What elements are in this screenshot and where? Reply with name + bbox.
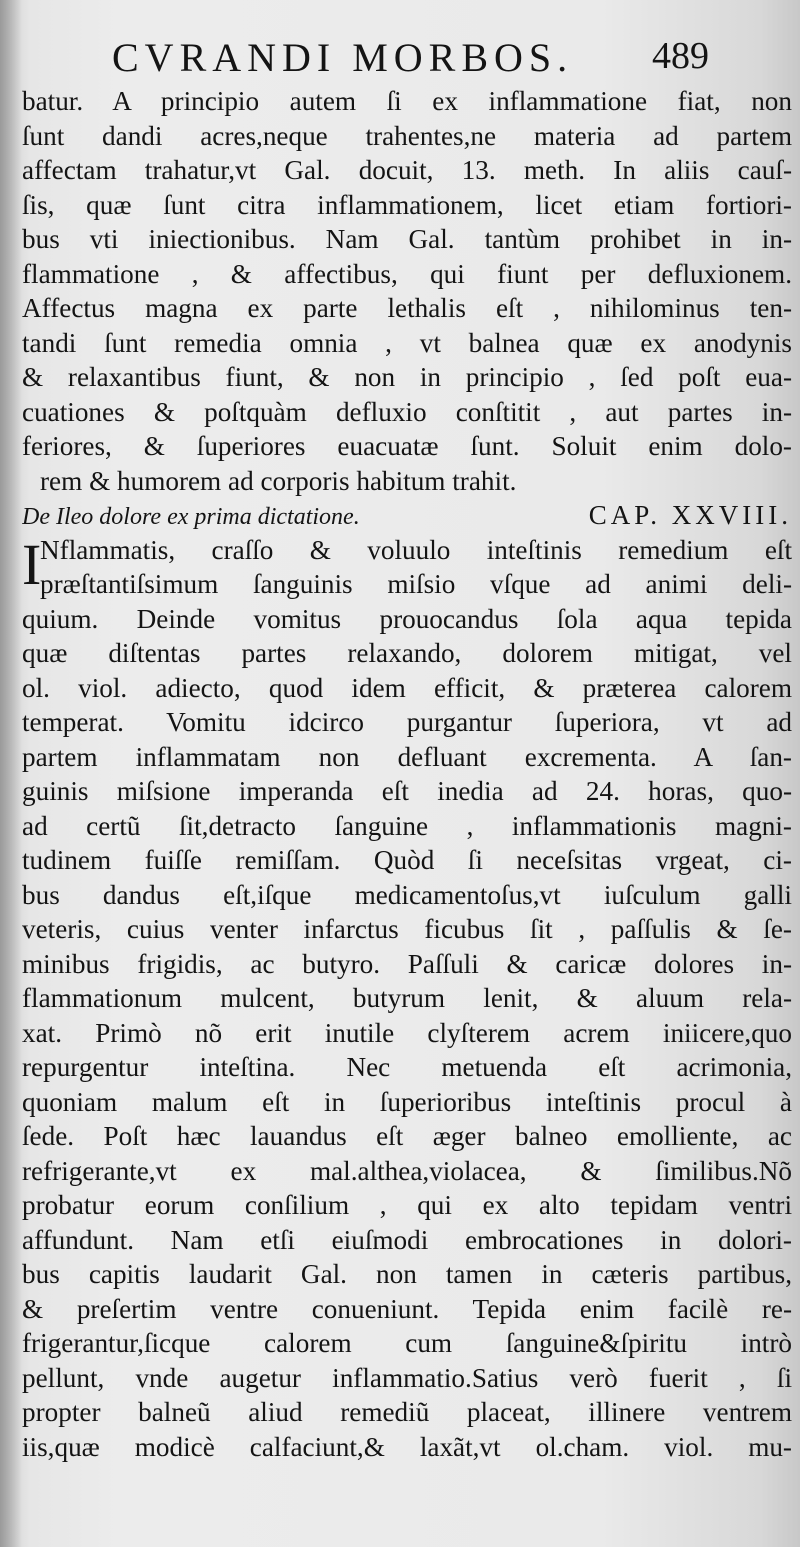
text-block [22, 84, 792, 1464]
text-line: Nflammatis, craſſo & voluulo inteſtinis remedium eſt [40, 534, 792, 565]
running-title: CVRANDI MORBOS. [112, 35, 574, 80]
text-line: xat. Primò nõ erit inutile clyſterem acrem iniicere,quo [22, 1017, 792, 1048]
text-line: rem & humorem ad corporis habitum trahit. [40, 465, 517, 496]
text-line: affundunt. Nam etſi eiuſmodi embrocationes in dolori- [22, 1224, 792, 1255]
text-line: refrigerante,vt ex mal.althea,violacea, & ſimilibus.Nõ [22, 1155, 792, 1186]
text-line: quium. Deinde vomitus prouocandus ſola aqua tepida [22, 603, 792, 634]
text-line: repurgentur inteſtina. Nec metuenda eſt acrimonia, [22, 1052, 792, 1082]
text-line: propter balneũ aliud remediũ placeat, illinere ventrem [22, 1397, 792, 1427]
text-line: ſis, quæ ſunt citra inflammationem, licet etiam fortiori- [22, 189, 792, 220]
text-line: frigerantur,ſicque calorem cum ſanguine&ſpiritu intrò [22, 1328, 792, 1358]
paragraph-2 [22, 533, 792, 1465]
text-line: iis,quæ modicè calfaciunt,& laxãt,vt ol.cham. viol. mu- [22, 1431, 792, 1462]
text-line: Affectus magna ex parte lethalis eſt , nihilominus ten- [22, 293, 792, 323]
text-line: ad certũ ſit,detracto ſanguine , inflammationis magni- [22, 810, 792, 841]
text-line: & preſertim ventre conueniunt. Tepida enim facilè re- [22, 1293, 792, 1324]
gutter-shadow [0, 0, 22, 1547]
text-line: quoniam malum eſt in ſuperioribus inteſtinis procul à [22, 1086, 792, 1117]
text-line: batur. A principio autem ſi ex inflammatione fiat, non [22, 86, 792, 116]
text-line: affectam trahatur,vt Gal. docuit, 13. meth. In aliis cauſ- [22, 155, 792, 185]
text-line: bus capitis laudarit Gal. non tamen in cæteris partibus, [22, 1259, 792, 1289]
text-line: flammatione , & affectibus, qui fiunt per defluxionem. [22, 258, 792, 289]
text-line: cuationes & poſtquàm defluxio conſtitit , aut partes in- [22, 396, 792, 427]
page-header [0, 30, 800, 80]
text-line: & relaxantibus fiunt, & non in principio , ſed poſt eua- [22, 362, 792, 392]
text-line: feriores, & ſuperiores euacuatæ ſunt. Soluit enim dolo- [22, 431, 792, 461]
text-line: ſunt dandi acres,neque trahentes,ne materia ad partem [22, 120, 792, 151]
text-line: præſtantiſsimum ſanguinis miſsio vſque ad animi deli- [40, 569, 792, 599]
text-line: quæ diſtentas partes relaxando, dolorem mitigat, vel [22, 638, 792, 668]
drop-capital: I [22, 531, 42, 597]
text-line: tandi ſunt remedia omnia , vt balnea quæ ex anodynis [22, 327, 792, 358]
page-number: 489 [652, 35, 709, 77]
text-line: guinis miſsione imperanda eſt inedia ad 24. horas, quo- [22, 776, 792, 806]
text-line: bus dandus eſt,iſque medicamentoſus,vt iuſculum galli [22, 879, 792, 910]
text-line: tudinem fuiſſe remiſſam. Quòd ſi neceſsitas vrgeat, ci- [22, 845, 792, 875]
text-line: temperat. Vomitu idcirco purgantur ſuperiora, vt ad [22, 707, 792, 737]
text-line: minibus frigidis, ac butyro. Paſſuli & caricæ dolores in- [22, 948, 792, 979]
chapter-number: CAP. XXVIII. [588, 500, 792, 530]
text-line: partem inflammatam non defluant excrementa. A ſan- [22, 741, 792, 772]
text-line: pellunt, vnde augetur inflammatio.Satius verò fuerit , ſi [22, 1362, 792, 1393]
text-line: flammationum mulcent, butyrum lenit, & aluum rela- [22, 983, 792, 1013]
chapter-title: De Ileo dolore ex prima dictatione. [22, 504, 360, 530]
text-line: bus vti iniectionibus. Nam Gal. tantùm prohibet in in- [22, 224, 792, 254]
paragraph-1 [22, 84, 792, 498]
text-line: ol. viol. adiecto, quod idem efficit, & præterea calorem [22, 672, 792, 703]
text-line: ſede. Poſt hæc lauandus eſt æger balneo emolliente, ac [22, 1121, 792, 1151]
text-line: veteris, cuius venter infarctus ficubus ſit , paſſulis & ſe- [22, 914, 792, 944]
chapter-heading [22, 498, 792, 533]
text-line: probatur eorum conſilium , qui ex alto tepidam ventri [22, 1190, 792, 1220]
